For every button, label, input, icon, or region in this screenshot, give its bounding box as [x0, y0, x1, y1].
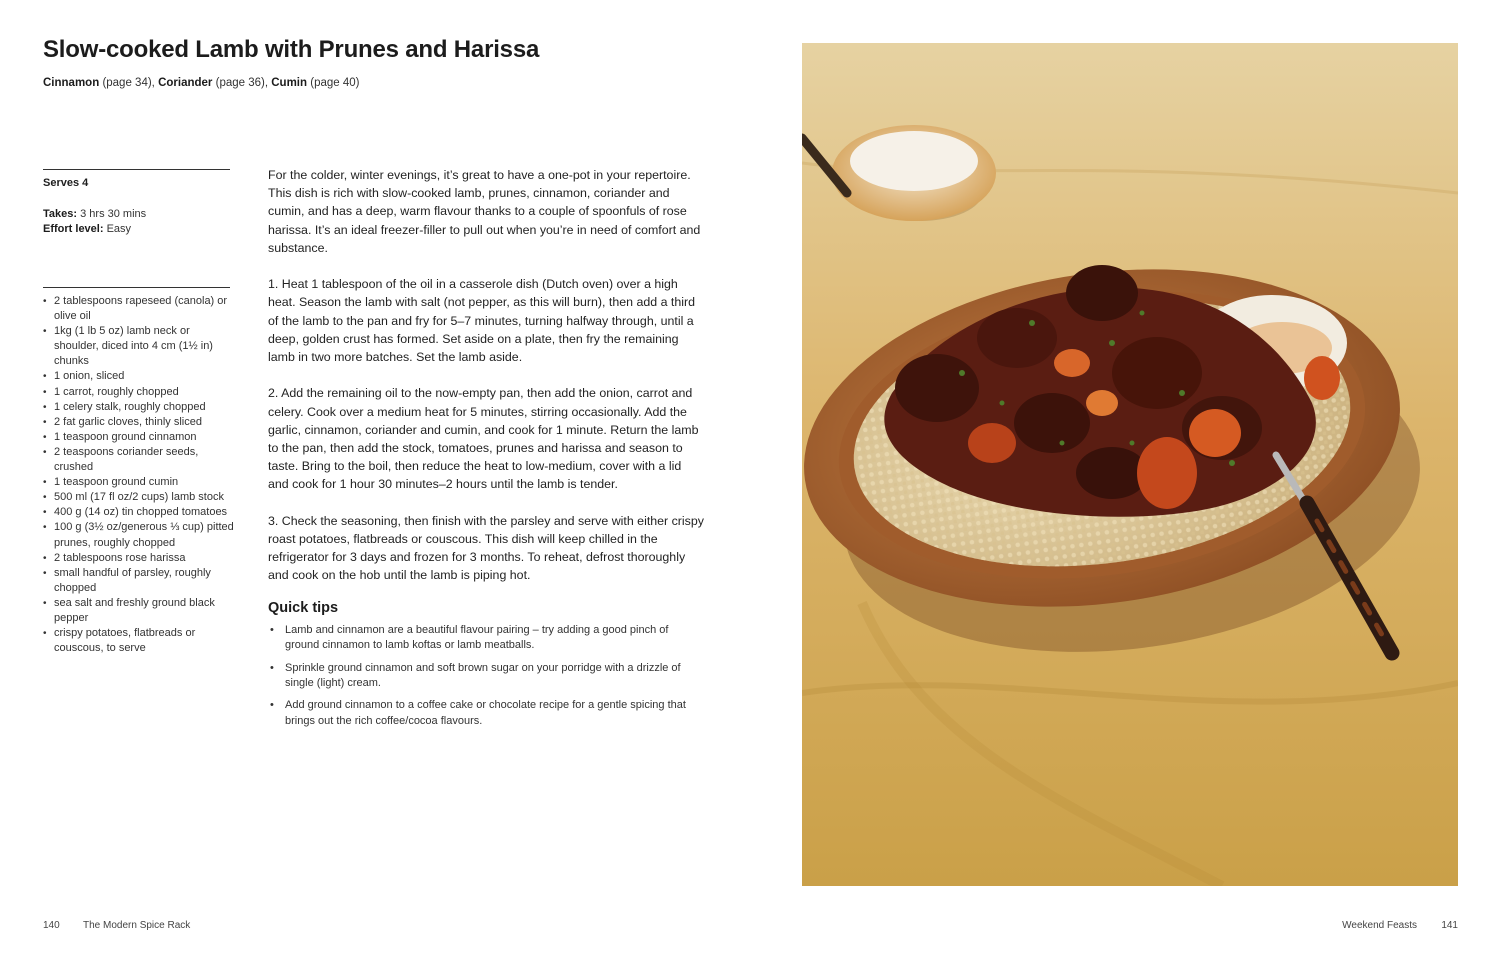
spice-ref-page: (page 40) — [310, 77, 360, 89]
effort-line — [43, 222, 146, 237]
spice-ref-page: (page 36) — [215, 77, 265, 89]
takes-line — [43, 207, 146, 222]
right-running-title: Weekend Feasts — [1342, 920, 1417, 931]
spice-references — [43, 77, 359, 89]
yogurt — [850, 131, 978, 191]
ingredient-item: • 500 ml (17 fl oz/2 cups) lamb stock — [43, 490, 235, 505]
ingredient-item: • 2 tablespoons rose harissa — [43, 551, 235, 566]
divider-top — [43, 169, 230, 170]
ingredient-item: • 2 teaspoons coriander seeds, crushed — [43, 445, 235, 475]
spice-ref-separator: , — [264, 77, 269, 89]
ingredient-item: • 2 tablespoons rapeseed (canola) or olive oil — [43, 294, 235, 324]
right-page-number: 141 — [1441, 920, 1458, 931]
ingredient-item: • 2 fat garlic cloves, thinly sliced — [43, 415, 235, 430]
ingredient-item: • sea salt and freshly ground black pepper — [43, 596, 235, 626]
ingredient-item: • 1 carrot, roughly chopped — [43, 385, 235, 400]
ingredient-item: • 1 celery stalk, roughly chopped — [43, 400, 235, 415]
quick-tips-list — [268, 623, 704, 729]
ingredient-item: • 1 onion, sliced — [43, 369, 235, 384]
spice-ref-name: Cinnamon — [43, 77, 100, 89]
tip-item: • Add ground cinnamon to a coffee cake or chocolate recipe for a gentle spicing that brings out the rich coffee/cocoa flavours. — [268, 698, 704, 729]
effort-value: Easy — [106, 223, 132, 235]
intro-paragraph: For the colder, winter evenings, it’s great to have a one-pot in your repertoire. This dish is rich with slow-cooked lamb, prunes, cinnamon, coriander and cumin, and has a deep, warm flavour thanks to a couple of spoonfuls of rose harissa. It’s an ideal freezer-filler to pull out when you’re in need of comfort and substance. — [268, 168, 701, 255]
takes-value: 3 hrs 30 mins — [80, 208, 147, 220]
divider-ingredients — [43, 287, 230, 288]
left-page-number: 140 — [43, 920, 60, 931]
method-column — [268, 166, 704, 736]
ingredient-item: • crispy potatoes, flatbreads or couscous, to serve — [43, 626, 235, 656]
recipe-title: Slow-cooked Lamb with Prunes and Harissa — [43, 36, 540, 63]
ingredient-item: • 1kg (1 lb 5 oz) lamb neck or shoulder, diced into 4 cm (1½ in) chunks — [43, 324, 235, 369]
recipe-meta — [43, 207, 146, 237]
left-running-title: The Modern Spice Rack — [83, 920, 191, 931]
spice-ref-separator: , — [151, 77, 155, 89]
ingredient-item: • small handful of parsley, roughly chopped — [43, 566, 235, 596]
serves-label: Serves 4 — [43, 177, 89, 189]
takes-label: Takes: — [43, 208, 78, 220]
method-step: 2. Add the remaining oil to the now-empty pan, then add the onion, carrot and celery. Cook over a medium heat for 5 minutes, stirring occasionally. Add the garlic, cinnamon, coriander and cumin, and cook for 1 minute. Return the lamb to the pan, then add the stock, tomatoes, prunes and harissa and season to taste. Bring to the boil, then reduce the heat to low-medium, cover with a lid and cook for 1 hour 30 minutes–2 hours until the lamb is tender. — [268, 386, 699, 492]
ingredient-item: • 400 g (14 oz) tin chopped tomatoes — [43, 505, 235, 520]
dish-illustration — [802, 43, 1458, 886]
method-step: 1. Heat 1 tablespoon of the oil in a casserole dish (Dutch oven) over a high heat. Season the lamb with salt (not pepper, as this will burn), then add a third of the lamb to the pan and fry for 5–7 minutes, turning halfway through, until a deep, golden crust has formed. Set aside on a plate, then fry the remaining lamb in two more batches. Set the lamb aside. — [268, 277, 696, 365]
method-step: 3. Check the seasoning, then finish with the parsley and serve with either crispy roast potatoes, flatbreads or couscous. This dish will keep chilled in the refrigerator for 3 days and frozen for 3 months. To reheat, defrost thoroughly and cook on the hob until the lamb is piping hot. — [268, 513, 704, 583]
ingredient-item: • 100 g (3½ oz/generous ⅓ cup) pitted prunes, roughly chopped — [43, 520, 235, 550]
spice-ref-name: Coriander — [158, 77, 213, 89]
spice-ref-name: Cumin — [271, 77, 308, 89]
ingredient-item: • 1 teaspoon ground cinnamon — [43, 430, 235, 445]
tip-item: • Lamb and cinnamon are a beautiful flavour pairing – try adding a good pinch of ground cinnamon to lamb koftas or lamb meatballs. — [268, 623, 704, 654]
tip-item: • Sprinkle ground cinnamon and soft brown sugar on your porridge with a drizzle of single (light) cream. — [268, 661, 704, 692]
dish-photo — [802, 43, 1458, 886]
quick-tips-heading: Quick tips — [268, 599, 339, 616]
spice-ref-page: (page 34) — [102, 77, 152, 89]
effort-label: Effort level: — [43, 223, 104, 235]
ingredient-item: • 1 teaspoon ground cumin — [43, 475, 235, 490]
ingredient-list — [43, 294, 235, 656]
